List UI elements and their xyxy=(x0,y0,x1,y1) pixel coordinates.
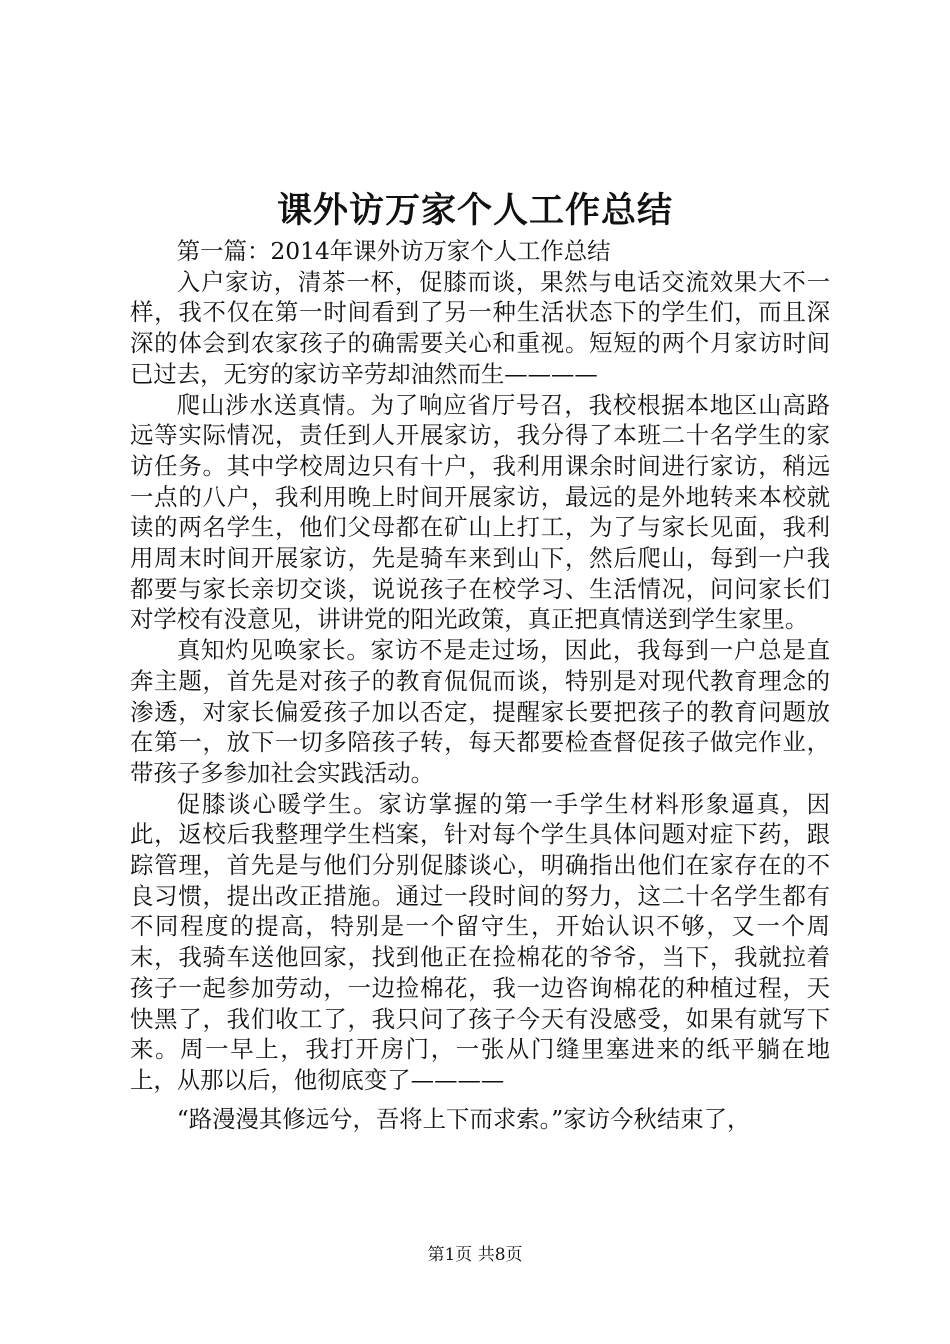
document-title: 课外访万家个人工作总结 xyxy=(276,190,673,231)
paragraph: 入户家访，清茶一杯，促膝而谈，果然与电话交流效果大不一样，我不仅在第一时间看到了另一种生活状态下的学生们，而且深深的体会到农家孩子的确需要关心和重视。短短的两个月家访时间已过去，无穷的家访辛劳却油然而生———— xyxy=(130,267,830,388)
paragraph: 真知灼见唤家长。家访不是走过场，因此，我每到一户总是直奔主题，首先是对孩子的教育侃侃而谈，特别是对现代教育理念的渗透，对家长偏爱孩子加以否定，提醒家长要把孩子的教育问题放在第一，放下一切多陪孩子转，每天都要检查督促孩子做完作业，带孩子多参加社会实践活动。 xyxy=(130,636,830,787)
section-heading: 第一篇：2014年课外访万家个人工作总结 xyxy=(176,237,611,265)
paragraph: 爬山涉水送真情。为了响应省厅号召，我校根据本地区山高路远等实际情况，责任到人开展家访，我分得了本班二十名学生的家访任务。其中学校周边只有十户，我利用课余时间进行家访，稍远一点的八户，我利用晚上时间开展家访，最远的是外地转来本校就读的两名学生，他们父母都在矿山上打工，为了与家长见面，我利用周末时间开展家访，先是骑车来到山下，然后爬山，每到一户我都要与家长亲切交谈，说说孩子在校学习、生活情况，问问家长们对学校有没意见，讲讲党的阳光政策，真正把真情送到学生家里。 xyxy=(130,390,830,634)
page-footer: 第1页 共8页 xyxy=(427,1245,523,1265)
paragraph: “路漫漫其修远兮，吾将上下而求索。”家访今秋结束了， xyxy=(176,1104,751,1133)
paragraph: 促膝谈心暖学生。家访掌握的第一手学生材料形象逼真，因此，返校后我整理学生档案，针对每个学生具体问题对症下药，跟踪管理，首先是与他们分别促膝谈心，明确指出他们在家存在的不良习惯，提出改正措施。通过一段时间的努力，这二十名学生都有不同程度的提高，特别是一个留守生，开始认识不够，又一个周末，我骑车送他回家，找到他正在捡棉花的爷爷，当下，我就拉着孩子一起参加劳动，一边捡棉花，我一边咨询棉花的种植过程，天快黑了，我们收工了，我只问了孩子今天有没感受，如果有就写下来。周一早上，我打开房门，一张从门缝里塞进来的纸平躺在地上，从那以后，他彻底变了———— xyxy=(130,789,830,1094)
document-body xyxy=(130,236,830,1134)
